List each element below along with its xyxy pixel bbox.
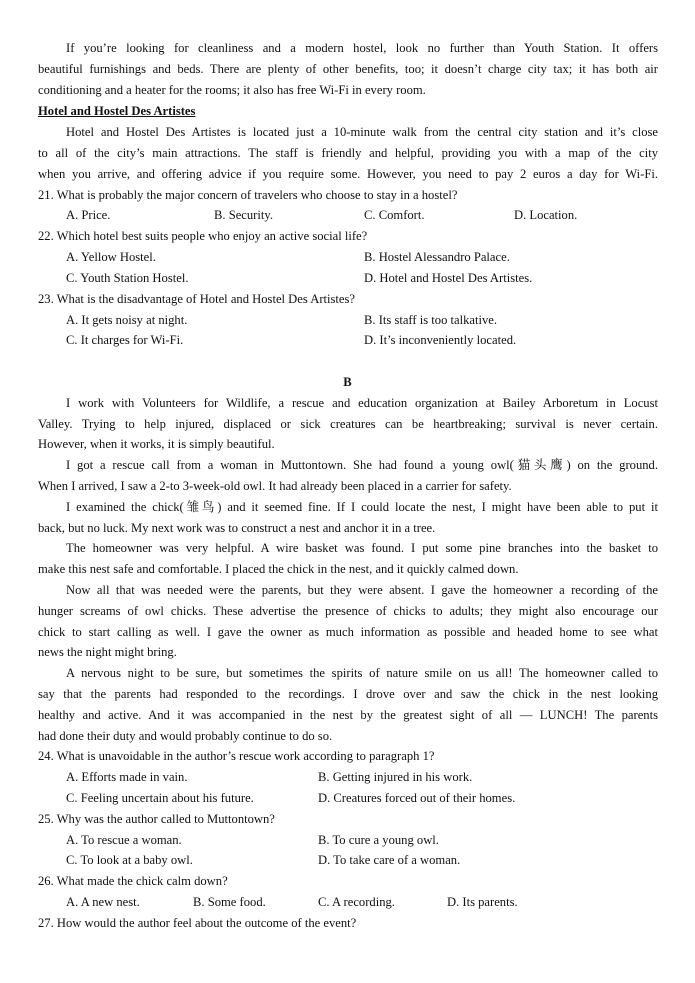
question-26-option-b[interactable]: B. Some food. bbox=[193, 895, 266, 909]
question-21-option-a[interactable]: A. Price. bbox=[66, 208, 111, 222]
question-23-option-a[interactable]: A. It gets noisy at night. bbox=[66, 313, 188, 327]
passage-b-p1-line-1: I work with Volunteers for Wildlife, a rescue and education organization at Bailey Arboretum in Locust bbox=[66, 396, 658, 410]
question-25-option-a[interactable]: A. To rescue a woman. bbox=[66, 833, 182, 847]
passage-b-p4-line-2: make this nest safe and comfortable. I placed the chick in the nest, and it quickly calmed down. bbox=[38, 562, 519, 576]
question-23-option-d[interactable]: D. It’s inconveniently located. bbox=[364, 333, 517, 347]
passage-b-p6-line-3: healthy and active. And it was accompanied in the nest by the greatest sight of all — LUNCH! The parents bbox=[38, 708, 658, 722]
passage-b-p3-line-2: back, but no luck. My next work was to construct a nest and anchor it in a tree. bbox=[38, 521, 436, 535]
hotel-heading: Hotel and Hostel Des Artistes bbox=[38, 104, 196, 118]
passage-b-p6-line-1: A nervous night to be sure, but sometimes the spirits of nature smile on us all! The homeowner called to bbox=[66, 666, 658, 680]
passage-b-p1-line-3: However, when it works, it is simply beautiful. bbox=[38, 437, 275, 451]
passage-b-p4-line-1: The homeowner was very helpful. A wire basket was found. I put some pine branches into the basket to bbox=[66, 541, 658, 555]
question-22-option-b[interactable]: B. Hostel Alessandro Palace. bbox=[364, 250, 510, 264]
passage-b-p5-line-3: chick to start calling as well. I gave the owner as much information as possible and headed home to see what bbox=[38, 625, 658, 639]
question-25-stem: 25. Why was the author called to Muttontown? bbox=[38, 812, 275, 826]
question-22-option-a[interactable]: A. Yellow Hostel. bbox=[66, 250, 156, 264]
hotel-line-1: Hotel and Hostel Des Artistes is located just a 10-minute walk from the central city station and it’s close bbox=[66, 125, 658, 139]
question-23-stem: 23. What is the disadvantage of Hotel and Hostel Des Artistes? bbox=[38, 292, 355, 306]
question-21-stem: 21. What is probably the major concern of travelers who choose to stay in a hostel? bbox=[38, 188, 458, 202]
question-27-stem: 27. How would the author feel about the outcome of the event? bbox=[38, 916, 357, 930]
question-21-option-b[interactable]: B. Security. bbox=[214, 208, 273, 222]
intro-line-1: If you’re looking for cleanliness and a modern hostel, look no further than Youth Station. It offers bbox=[66, 41, 658, 55]
question-26-stem: 26. What made the chick calm down? bbox=[38, 874, 228, 888]
passage-b-p5-line-4: news the night might bring. bbox=[38, 645, 177, 659]
passage-b-p2-line-2: When I arrived, I saw a 2-to 3-week-old owl. It had already been placed in a carrier for safety. bbox=[38, 479, 512, 493]
question-24-option-a[interactable]: A. Efforts made in vain. bbox=[66, 770, 188, 784]
question-23-option-c[interactable]: C. It charges for Wi-Fi. bbox=[66, 333, 184, 347]
hotel-line-2: to all of the city’s main attractions. The staff is friendly and helpful, providing you with a map of the city bbox=[38, 146, 658, 160]
question-24-stem: 24. What is unavoidable in the author’s rescue work according to paragraph 1? bbox=[38, 749, 435, 763]
question-24-option-d[interactable]: D. Creatures forced out of their homes. bbox=[318, 791, 516, 805]
passage-b-p1-line-2: Valley. Trying to help injured, displaced or sick creatures can be heartbreaking; survival is never certain. bbox=[38, 417, 658, 431]
question-24-option-b[interactable]: B. Getting injured in his work. bbox=[318, 770, 473, 784]
question-21-option-c[interactable]: C. Comfort. bbox=[364, 208, 425, 222]
question-22-stem: 22. Which hotel best suits people who enjoy an active social life? bbox=[38, 229, 368, 243]
passage-b-p2-line-1: I got a rescue call from a woman in Muttontown. She had found a young owl(猫头鹰) on the ground. bbox=[66, 458, 658, 472]
passage-b-p3-line-1: I examined the chick(雏鸟) and it seemed fine. If I could locate the nest, I might have been able to put it bbox=[66, 500, 658, 514]
question-26-option-a[interactable]: A. A new nest. bbox=[66, 895, 140, 909]
question-21-option-d[interactable]: D. Location. bbox=[514, 208, 578, 222]
intro-line-2: beautiful furnishings and beds. There are plenty of other benefits, too; it doesn’t charge city tax; it has both air bbox=[38, 62, 658, 76]
hotel-line-3: when you arrive, and offering advice if you require some. However, you need to pay 2 euros a day for Wi-Fi. bbox=[38, 167, 658, 181]
passage-b-p6-line-4: had done their duty and would probably continue to do so. bbox=[38, 729, 333, 743]
question-22-option-d[interactable]: D. Hotel and Hostel Des Artistes. bbox=[364, 271, 533, 285]
question-25-option-c[interactable]: C. To look at a baby owl. bbox=[66, 853, 193, 867]
section-b-title: B bbox=[343, 375, 352, 389]
passage-b-p5-line-2: hunger screams of owl chicks. These advertise the presence of chicks to adults; they might also encourage our bbox=[38, 604, 658, 618]
passage-b-p5-line-1: Now all that was needed were the parents, but they were absent. I gave the homeowner a recording of the bbox=[66, 583, 658, 597]
intro-line-3: conditioning and a heater for the rooms; it also has free Wi-Fi in every room. bbox=[38, 83, 426, 97]
passage-b-p6-line-2: say that the parents had responded to the recordings. I drove over and saw the chick in the nest looking bbox=[38, 687, 658, 701]
question-25-option-d[interactable]: D. To take care of a woman. bbox=[318, 853, 461, 867]
question-26-option-c[interactable]: C. A recording. bbox=[318, 895, 395, 909]
question-23-option-b[interactable]: B. Its staff is too talkative. bbox=[364, 313, 498, 327]
question-26-option-d[interactable]: D. Its parents. bbox=[447, 895, 518, 909]
question-24-option-c[interactable]: C. Feeling uncertain about his future. bbox=[66, 791, 254, 805]
question-25-option-b[interactable]: B. To cure a young owl. bbox=[318, 833, 439, 847]
question-22-option-c[interactable]: C. Youth Station Hostel. bbox=[66, 271, 189, 285]
